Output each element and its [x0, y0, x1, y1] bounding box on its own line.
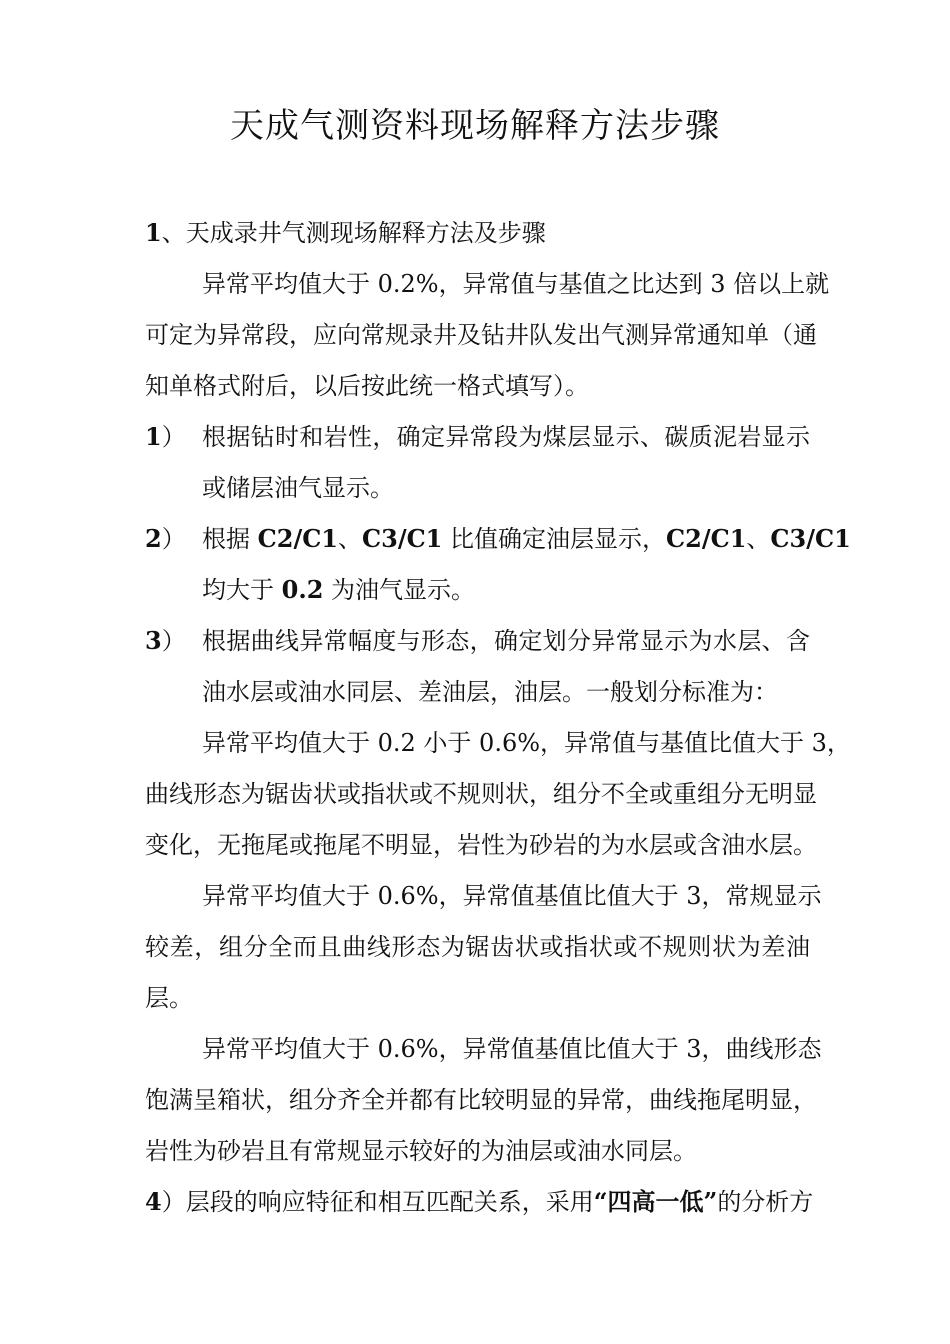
- criteria-water-line: 异常平均值大于 0.2 小于 0.6%，异常值与基值比值大于 3，: [202, 729, 851, 757]
- criteria-water-line: 变化，无拖尾或拖尾不明显，岩性为砂岩的为水层或含油水层。: [145, 831, 817, 859]
- item-1-line: 或储层油气显示。: [202, 474, 394, 502]
- quoted-method: “四高一低”: [593, 1187, 718, 1216]
- criteria-oil-line: 岩性为砂岩且有常规显示较好的为油层或油水同层。: [145, 1137, 697, 1165]
- item-2-line: 根据 C2/C1、C3/C1 比值确定油层显示，C2/C1、C3/C1: [202, 524, 851, 553]
- item-3-line: 油水层或油水同层、差油层，油层。一般划分标准为：: [202, 678, 778, 706]
- item-number: 4: [145, 1187, 162, 1216]
- criteria-water-line: 曲线形态为锯齿状或指状或不规则状，组分不全或重组分无明显: [145, 780, 817, 808]
- item-4-line: 4）层段的响应特征和相互匹配关系，采用“四高一低”的分析方: [145, 1187, 814, 1216]
- item-2-line: 均大于 0.2 为油气显示。: [202, 575, 476, 604]
- criteria-poor-line: 异常平均值大于 0.6%，异常值基值比值大于 3，常规显示: [202, 882, 822, 910]
- document-title: 天成气测资料现场解释方法步骤: [230, 106, 720, 146]
- criteria-oil-line: 异常平均值大于 0.6%，异常值基值比值大于 3，曲线形态: [202, 1035, 822, 1063]
- item-number: 3）: [145, 626, 186, 655]
- item-number: 2）: [145, 524, 186, 553]
- ratio-c2c1: C2/C1: [257, 524, 339, 553]
- ratio-c3c1: C3/C1: [770, 524, 851, 553]
- intro-line: 知单格式附后，以后按此统一格式填写）。: [145, 372, 589, 400]
- criteria-oil-line: 饱满呈箱状，组分齐全并都有比较明显的异常，曲线拖尾明显，: [145, 1086, 817, 1114]
- item-number: 1）: [145, 422, 186, 451]
- section-heading-text: 、天成录井气测现场解释方法及步骤: [161, 219, 546, 247]
- intro-line: 异常平均值大于 0.2%，异常值与基值之比达到 3 倍以上就: [202, 270, 830, 298]
- intro-line: 可定为异常段，应向常规录井及钻井队发出气测异常通知单（通: [145, 321, 817, 349]
- criteria-poor-line: 层。: [145, 984, 193, 1012]
- section-heading: [145, 216, 810, 250]
- ratio-c2c1: C2/C1: [666, 524, 747, 553]
- item-1-line: 根据钻时和岩性，确定异常段为煤层显示、碳质泥岩显示: [202, 423, 810, 451]
- criteria-poor-line: 较差，组分全而且曲线形态为锯齿状或指状或不规则状为差油: [145, 933, 810, 961]
- item-3-line: 根据曲线异常幅度与形态，确定划分异常显示为水层、含: [202, 627, 810, 655]
- section-number: 1: [145, 218, 162, 247]
- ratio-c3c1: C3/C1: [362, 524, 443, 553]
- threshold-value: 0.2: [281, 575, 324, 604]
